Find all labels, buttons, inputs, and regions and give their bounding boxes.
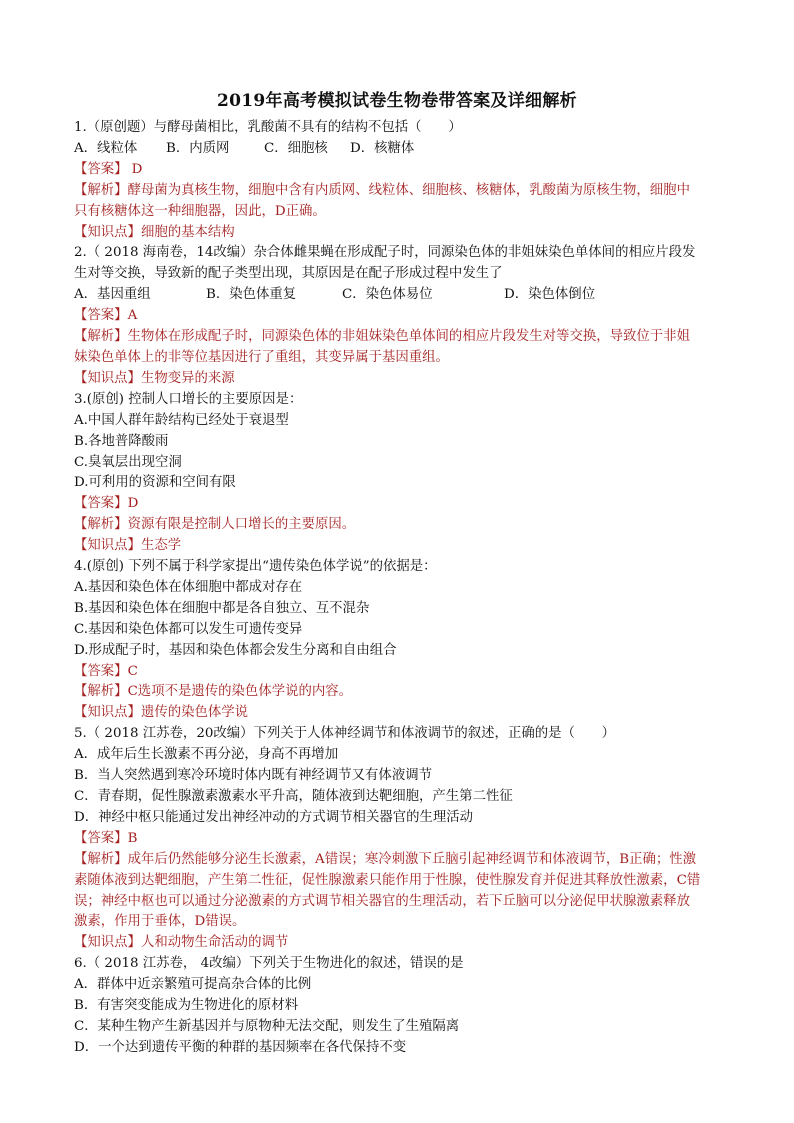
- analysis-label: 【解析】: [74, 684, 128, 700]
- question-stem: 4.(原创) 下列不属于科学家提出“遗传染色体学说”的依据是：: [74, 559, 437, 575]
- answer-line: [74, 160, 730, 181]
- option-a: A．成年后生长激素不再分泌，身高不再增加: [74, 747, 339, 763]
- knowledge-text: 生物变异的来源: [140, 370, 235, 386]
- analysis-line: [74, 850, 730, 871]
- option-b: B.各地普降酸雨: [74, 433, 169, 449]
- knowledge-label: 【知识点】: [74, 224, 141, 240]
- question-4: [74, 557, 730, 724]
- analysis-text-cont: 素随体液到达靶细胞，产生第二性征，促性腺激素只能作用于性腺，使性腺发育并促进其释放性激素，C错: [74, 872, 701, 888]
- question-stem: 3.(原创) 控制人口增长的主要原因是：: [74, 391, 303, 407]
- analysis-text: 资源有限是控制人口增长的主要原因。: [127, 517, 356, 533]
- answer-value: D: [131, 161, 143, 177]
- option-b: B．内质网: [166, 140, 230, 156]
- knowledge-line: [74, 536, 730, 557]
- analysis-text: 生物体在形成配子时，同源染色体的非姐妹染色单体间的相应片段发生对等交换，导致位于非姐: [127, 329, 690, 345]
- answer-label: 【答案】: [74, 830, 128, 846]
- analysis-text-cont: 妹染色单体上的非等位基因进行了重组，其变异属于基因重组。: [74, 349, 449, 365]
- answer-label: 【答案】: [74, 663, 128, 679]
- option-a: A．基因重组: [74, 287, 151, 303]
- answer-value: B: [127, 830, 138, 846]
- answer-value: C: [127, 663, 138, 679]
- analysis-text: C选项不是遗传的染色体学说的内容。: [127, 684, 353, 700]
- option-d: D.可利用的资源和空间有限: [74, 475, 236, 491]
- option-b: B．当人突然遇到寒冷环境时体内既有神经调节又有体液调节: [74, 768, 432, 784]
- knowledge-text: 遗传的染色体学说: [140, 705, 249, 721]
- knowledge-line: [74, 369, 730, 390]
- question-list: [74, 118, 730, 1059]
- knowledge-text: 生态学: [140, 538, 182, 554]
- analysis-label: 【解析】: [74, 182, 128, 198]
- knowledge-line: [74, 933, 730, 954]
- option-row: [74, 285, 730, 306]
- answer-line: [74, 494, 730, 515]
- option-a: A.中国人群年龄结构已经处于衰退型: [74, 412, 289, 428]
- analysis-text-cont: 只有核糖体这一种细胞器，因此，D正确。: [74, 203, 326, 219]
- analysis-label: 【解析】: [74, 517, 128, 533]
- knowledge-line: [74, 223, 730, 244]
- question-6: [74, 954, 730, 1059]
- option-b: B．有害突变能成为生物进化的原材料: [74, 998, 299, 1014]
- option-c: C.臭氧层出现空洞: [74, 454, 182, 470]
- knowledge-text: 人和动物生命活动的调节: [140, 935, 289, 951]
- analysis-line: [74, 327, 730, 348]
- answer-line: [74, 662, 730, 683]
- option-a: A．群体中近亲繁殖可提高杂合体的比例: [74, 977, 312, 993]
- analysis-text: 成年后仍然能够分泌生长激素，A错误；寒冷刺激下丘脑引起神经调节和体液调节，B正确；性激: [127, 851, 697, 867]
- question-stem: 5.（ 2018 江苏卷，20改编）下列关于人体神经调节和体液调节的叙述，正确的是（ ）: [74, 726, 616, 742]
- knowledge-text: 细胞的基本结构: [140, 224, 235, 240]
- option-d: D．核糖体: [350, 140, 415, 156]
- option-b: B.基因和染色体在细胞中都是各自独立、互不混杂: [74, 600, 370, 616]
- option-a: A．线粒体: [74, 140, 138, 156]
- knowledge-label: 【知识点】: [74, 935, 141, 951]
- answer-line: [74, 829, 730, 850]
- question-1: [74, 118, 730, 243]
- analysis-line: [74, 181, 730, 202]
- question-stem: 2.（ 2018 海南卷，14改编）杂合体雌果蝇在形成配子时，同源染色体的非姐妹染色单体间的相应片段发: [74, 245, 696, 261]
- option-c: C．青春期，促性腺激素激素水平升高，随体液到达靶细胞，产生第二性征: [74, 789, 513, 804]
- option-a: A.基因和染色体在体细胞中都成对存在: [74, 579, 303, 595]
- option-row: [74, 139, 730, 160]
- question-stem: 1.（原创题）与酵母菌相比，乳酸菌不具有的结构不包括（ ）: [74, 120, 462, 135]
- answer-line: [74, 306, 730, 327]
- knowledge-line: [74, 703, 730, 724]
- answer-label: 【答案】: [74, 161, 128, 177]
- answer-value: A: [127, 308, 138, 324]
- analysis-line: [74, 515, 730, 536]
- option-d: D．染色体倒位: [504, 287, 596, 303]
- page-title: 2019年高考模拟试卷生物卷带答案及详细解析: [217, 91, 577, 111]
- option-b: B．染色体重复: [206, 287, 297, 303]
- option-c: C．细胞核: [264, 140, 328, 156]
- question-3: [74, 390, 730, 557]
- option-c: C．染色体易位: [342, 287, 433, 303]
- option-d: D．一个达到遗传平衡的种群的基因频率在各代保持不变: [74, 1039, 407, 1055]
- question-stem-cont: 生对等交换，导致新的配子类型出现，其原因是在配子形成过程中发生了: [74, 266, 503, 282]
- answer-label: 【答案】: [74, 308, 128, 324]
- answer-value: D: [127, 496, 139, 512]
- question-5: [74, 724, 730, 954]
- knowledge-label: 【知识点】: [74, 705, 141, 721]
- question-2: [74, 243, 730, 389]
- analysis-text-cont: 误；神经中枢也可以通过分泌激素的方式调节相关器官的生理活动，若下丘脑可以分泌促甲状腺激素释放: [74, 893, 690, 909]
- analysis-text: 酵母菌为真核生物，细胞中含有内质网、线粒体、细胞核、核糖体，乳酸菌为原核生物，细胞中: [127, 182, 690, 198]
- option-c: C．某种生物产生新基因并与原物种无法交配，则发生了生殖隔离: [74, 1018, 460, 1034]
- analysis-label: 【解析】: [74, 851, 128, 867]
- analysis-label: 【解析】: [74, 329, 128, 345]
- option-c: C.基因和染色体都可以发生可遗传变异: [74, 621, 303, 637]
- knowledge-label: 【知识点】: [74, 538, 141, 554]
- option-d: D.形成配子时，基因和染色体都会发生分离和自由组合: [74, 642, 397, 658]
- knowledge-label: 【知识点】: [74, 370, 141, 386]
- option-d: D．神经中枢只能通过发出神经冲动的方式调节相关器官的生理活动: [74, 809, 474, 825]
- answer-label: 【答案】: [74, 496, 128, 512]
- analysis-text-cont: 激素，作用于垂体，D错误。: [74, 914, 246, 930]
- question-stem: 6.（ 2018 江苏卷， 4改编）下列关于生物进化的叙述，错误的是: [74, 956, 464, 972]
- analysis-line: [74, 682, 730, 703]
